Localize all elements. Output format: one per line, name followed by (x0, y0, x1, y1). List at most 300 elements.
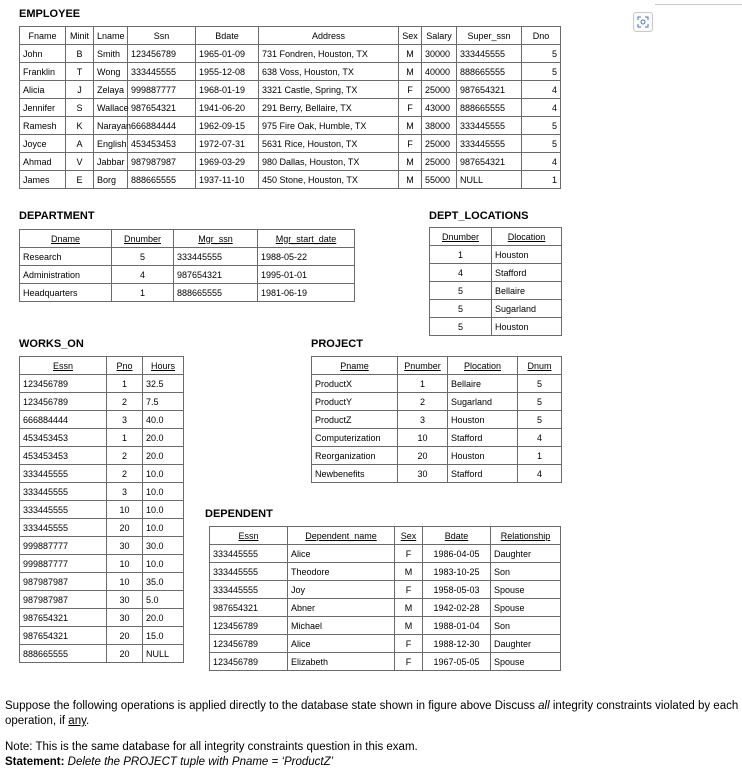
table-cell: M (395, 599, 423, 617)
dependent-title: DEPENDENT (205, 508, 273, 520)
table-cell: 2 (107, 393, 143, 411)
table-cell: Houston (448, 411, 518, 429)
table-cell: F (399, 99, 422, 117)
column-header (66, 27, 94, 45)
table-cell: 20 (398, 447, 448, 465)
table-cell: 987654321 (457, 81, 522, 99)
table-cell: 888665555 (174, 284, 258, 302)
table-cell: Son (491, 617, 561, 635)
note-text: Note: This is the same database for all integrity constraints question in this exam. (5, 741, 418, 753)
column-header (288, 527, 395, 545)
column-header (422, 27, 457, 45)
table-cell: Stafford (448, 465, 518, 483)
table-cell: NULL (143, 645, 184, 663)
table-cell: 1981-06-19 (258, 284, 355, 302)
table-cell: 888665555 (128, 171, 196, 189)
column-header (174, 230, 258, 248)
table-row (210, 581, 561, 599)
table-cell: 999887777 (20, 537, 107, 555)
column-header-label: Plocation (463, 360, 502, 371)
table-row (210, 599, 561, 617)
column-header (492, 228, 562, 246)
table-cell: 5 (430, 282, 492, 300)
table-cell: 888665555 (20, 645, 107, 663)
table-cell: 980 Dallas, Houston, TX (259, 153, 399, 171)
table-cell: 987654321 (128, 99, 196, 117)
column-header (112, 230, 174, 248)
table-cell: 15.0 (143, 627, 184, 645)
table-cell: 1988-12-30 (423, 635, 491, 653)
table-cell: 1967-05-05 (423, 653, 491, 671)
table-cell: 25000 (422, 153, 457, 171)
table-cell: 987654321 (20, 609, 107, 627)
capture-glyph-icon (637, 16, 649, 28)
column-header-label: Address (311, 30, 346, 41)
column-header (448, 357, 518, 375)
table-cell: 30 (107, 537, 143, 555)
table-row (20, 483, 184, 501)
dependent-table (209, 526, 561, 671)
statement-text: Delete the PROJECT tuple with Pname = ‘ProductZ’ (64, 756, 334, 768)
table-cell: M (399, 63, 422, 81)
column-header (399, 27, 422, 45)
table-cell: 5 (112, 248, 174, 266)
table-cell: 10.0 (143, 501, 184, 519)
table-cell: 4 (522, 153, 561, 171)
statement-line (5, 755, 333, 770)
table-cell: Houston (492, 246, 562, 264)
table-cell: 731 Fondren, Houston, TX (259, 45, 399, 63)
table-cell: T (66, 63, 94, 81)
table-cell: A (66, 135, 94, 153)
column-header-label: Lname (97, 30, 125, 41)
table-cell: 1988-01-04 (423, 617, 491, 635)
table-row (210, 563, 561, 581)
table-cell: 888665555 (457, 99, 522, 117)
table-cell: M (399, 45, 422, 63)
table-cell: 3 (107, 411, 143, 429)
table-cell: 20.0 (143, 609, 184, 627)
table-cell: Headquarters (20, 284, 112, 302)
table-cell: Sugarland (448, 393, 518, 411)
table-cell: 1968-01-19 (196, 81, 259, 99)
table-cell: Alice (288, 545, 395, 563)
column-header-label: Essn (238, 530, 259, 541)
table-row (312, 447, 562, 465)
table-cell: F (395, 545, 423, 563)
table-cell: 20.0 (143, 429, 184, 447)
question-part-2: integrity constraints violated by each operation, if (5, 700, 739, 727)
dept-locations-table (429, 227, 562, 336)
dept-locations-header-row (430, 228, 562, 246)
table-cell: 20.0 (143, 447, 184, 465)
table-row (20, 519, 184, 537)
table-cell: K (66, 117, 94, 135)
table-cell: S (66, 99, 94, 117)
column-header-label: Fname (28, 30, 57, 41)
table-cell: 987987987 (20, 591, 107, 609)
table-cell: 25000 (422, 81, 457, 99)
table-cell: Son (491, 563, 561, 581)
table-cell: Wallace (94, 99, 128, 117)
table-cell: 291 Berry, Bellaire, TX (259, 99, 399, 117)
table-cell: Joy (288, 581, 395, 599)
table-row (430, 318, 562, 336)
column-header (398, 357, 448, 375)
table-cell: Ramesh (20, 117, 66, 135)
table-cell: B (66, 45, 94, 63)
column-header (258, 230, 355, 248)
table-cell: M (399, 153, 422, 171)
table-cell: 10.0 (143, 483, 184, 501)
column-header-label: Salary (426, 30, 452, 41)
column-header (430, 228, 492, 246)
table-cell: M (395, 617, 423, 635)
table-row (312, 465, 562, 483)
table-row (20, 248, 355, 266)
table-row (20, 591, 184, 609)
table-cell: 1 (398, 375, 448, 393)
table-row (20, 627, 184, 645)
table-cell: 38000 (422, 117, 457, 135)
table-cell: 5 (522, 135, 561, 153)
table-cell: M (399, 117, 422, 135)
table-cell: English (94, 135, 128, 153)
table-cell: 999887777 (128, 81, 196, 99)
column-header (423, 527, 491, 545)
table-cell: Stafford (492, 264, 562, 282)
table-cell: F (395, 581, 423, 599)
table-cell: 25000 (422, 135, 457, 153)
table-cell: 638 Voss, Houston, TX (259, 63, 399, 81)
table-row (20, 555, 184, 573)
table-cell: 10 (107, 573, 143, 591)
table-cell: 10.0 (143, 465, 184, 483)
table-cell: E (66, 171, 94, 189)
table-cell: 123456789 (20, 393, 107, 411)
table-cell: 1972-07-31 (196, 135, 259, 153)
column-header-label: Relationship (500, 530, 551, 541)
table-cell: 453453453 (20, 429, 107, 447)
table-cell: Borg (94, 171, 128, 189)
employee-header-row (20, 27, 561, 45)
table-cell: Daughter (491, 635, 561, 653)
table-cell: 1 (107, 375, 143, 393)
table-cell: 333445555 (20, 519, 107, 537)
table-row (20, 375, 184, 393)
table-row (20, 411, 184, 429)
table-row (20, 537, 184, 555)
table-cell: NULL (457, 171, 522, 189)
table-cell: 1969-03-29 (196, 153, 259, 171)
table-cell: 10 (107, 501, 143, 519)
table-cell: 333445555 (210, 545, 288, 563)
table-cell: 7.5 (143, 393, 184, 411)
table-cell: 453453453 (128, 135, 196, 153)
table-cell: 30 (398, 465, 448, 483)
employee-table (19, 26, 561, 189)
column-header (94, 27, 128, 45)
table-row (210, 617, 561, 635)
table-cell: 4 (518, 465, 562, 483)
table-cell: Jabbar (94, 153, 128, 171)
column-header-label: Hours (150, 360, 175, 371)
table-row (20, 609, 184, 627)
table-cell: 10 (398, 429, 448, 447)
table-cell: Elizabeth (288, 653, 395, 671)
table-row (20, 393, 184, 411)
column-header (143, 357, 184, 375)
table-cell: Sugarland (492, 300, 562, 318)
table-cell: 5 (430, 300, 492, 318)
table-row (20, 645, 184, 663)
table-cell: 333445555 (457, 45, 522, 63)
table-row (20, 501, 184, 519)
table-row (312, 393, 562, 411)
table-cell: F (395, 635, 423, 653)
table-cell: 333445555 (457, 135, 522, 153)
table-cell: Franklin (20, 63, 66, 81)
table-cell: 333445555 (457, 117, 522, 135)
table-cell: 123456789 (128, 45, 196, 63)
table-cell: 3321 Castle, Spring, TX (259, 81, 399, 99)
table-cell: 2 (398, 393, 448, 411)
table-cell: Houston (448, 447, 518, 465)
window-edge (655, 0, 742, 5)
question-part-1: Suppose the following operations is applied directly to the database state shown in figure above Discuss (5, 700, 539, 712)
column-header (457, 27, 522, 45)
column-header-label: Dlocation (507, 231, 546, 242)
screenshot-capture-icon[interactable] (633, 12, 653, 32)
table-cell: ProductZ (312, 411, 398, 429)
column-header-label: Essn (52, 360, 73, 371)
table-cell: 1941-06-20 (196, 99, 259, 117)
table-cell: Michael (288, 617, 395, 635)
column-header (20, 357, 107, 375)
table-cell: 1983-10-25 (423, 563, 491, 581)
table-row (312, 411, 562, 429)
column-header-label: Ssn (153, 30, 170, 41)
table-cell: Bellaire (492, 282, 562, 300)
table-cell: John (20, 45, 66, 63)
column-header-label: Dnumber (441, 231, 479, 242)
table-row (20, 429, 184, 447)
table-cell: 20 (107, 627, 143, 645)
column-header (491, 527, 561, 545)
table-cell: F (395, 653, 423, 671)
table-row (20, 284, 355, 302)
table-cell: 987654321 (20, 627, 107, 645)
table-cell: 987654321 (174, 266, 258, 284)
column-header (20, 230, 112, 248)
table-row (20, 45, 561, 63)
table-cell: Administration (20, 266, 112, 284)
table-cell: Smith (94, 45, 128, 63)
column-header-label: Dependent_name (305, 530, 377, 541)
table-cell: Reorganization (312, 447, 398, 465)
column-header (128, 27, 196, 45)
department-header-row (20, 230, 355, 248)
table-cell: 1 (522, 171, 561, 189)
table-cell: 123456789 (210, 653, 288, 671)
table-cell: 1942-02-28 (423, 599, 491, 617)
table-cell: 2 (107, 465, 143, 483)
table-cell: 4 (112, 266, 174, 284)
column-header (522, 27, 561, 45)
dependent-header-row (210, 527, 561, 545)
table-cell: V (66, 153, 94, 171)
works-on-header-row (20, 357, 184, 375)
table-cell: 987654321 (457, 153, 522, 171)
table-cell: 20 (107, 645, 143, 663)
table-cell: 4 (518, 429, 562, 447)
table-cell: 1 (518, 447, 562, 465)
table-row (20, 153, 561, 171)
table-cell: 5 (522, 63, 561, 81)
table-cell: 5 (522, 45, 561, 63)
department-title: DEPARTMENT (19, 210, 95, 222)
table-cell: 987987987 (128, 153, 196, 171)
table-cell: 4 (430, 264, 492, 282)
table-cell: 666884444 (20, 411, 107, 429)
column-header-label: Dnumber (123, 233, 161, 244)
table-cell: Newbenefits (312, 465, 398, 483)
table-row (210, 545, 561, 563)
table-cell: 5 (522, 117, 561, 135)
table-row (20, 81, 561, 99)
table-cell: 333445555 (174, 248, 258, 266)
column-header-label: Sex (402, 30, 418, 41)
table-cell: 333445555 (20, 501, 107, 519)
table-row (210, 653, 561, 671)
column-header-label: Dname (50, 233, 80, 244)
table-cell: Narayan (94, 117, 128, 135)
table-cell: 453453453 (20, 447, 107, 465)
table-cell: Alicia (20, 81, 66, 99)
table-row (20, 447, 184, 465)
table-row (20, 117, 561, 135)
column-header (196, 27, 259, 45)
column-header (20, 27, 66, 45)
column-header-label: Minit (69, 30, 89, 41)
column-header-label: Mgr_ssn (198, 233, 233, 244)
table-cell: 10.0 (143, 519, 184, 537)
table-cell: 55000 (422, 171, 457, 189)
table-cell: 1958-05-03 (423, 581, 491, 599)
table-cell: Ahmad (20, 153, 66, 171)
table-cell: 1 (430, 246, 492, 264)
table-cell: 5 (518, 393, 562, 411)
table-row (20, 171, 561, 189)
table-cell: Computerization (312, 429, 398, 447)
column-header-label: Super_ssn (467, 30, 511, 41)
table-cell: 333445555 (210, 581, 288, 599)
column-header (259, 27, 399, 45)
table-cell: 10 (107, 555, 143, 573)
table-cell: 450 Stone, Houston, TX (259, 171, 399, 189)
column-header-label: Pnumber (404, 360, 441, 371)
table-row (430, 300, 562, 318)
table-cell: 30000 (422, 45, 457, 63)
table-cell: M (399, 171, 422, 189)
column-header-label: Dno (532, 30, 550, 41)
table-row (210, 635, 561, 653)
table-cell: 43000 (422, 99, 457, 117)
table-cell: J (66, 81, 94, 99)
table-cell: 5631 Rice, Houston, TX (259, 135, 399, 153)
table-cell: 1988-05-22 (258, 248, 355, 266)
table-cell: 888665555 (457, 63, 522, 81)
column-header-label: Mgr_start_date (275, 233, 337, 244)
table-cell: ProductX (312, 375, 398, 393)
table-cell: 5 (430, 318, 492, 336)
column-header-label: Dnum (527, 360, 552, 371)
table-cell: 333445555 (210, 563, 288, 581)
column-header (107, 357, 143, 375)
table-cell: Joyce (20, 135, 66, 153)
question-part-3: . (86, 715, 90, 727)
column-header-label: Sex (400, 530, 417, 541)
table-cell: Research (20, 248, 112, 266)
table-row (20, 63, 561, 81)
table-cell: Theodore (288, 563, 395, 581)
table-cell: M (395, 563, 423, 581)
table-row (312, 375, 562, 393)
table-cell: 20 (107, 519, 143, 537)
table-cell: 35.0 (143, 573, 184, 591)
table-cell: Wong (94, 63, 128, 81)
table-cell: 999887777 (20, 555, 107, 573)
column-header (210, 527, 288, 545)
table-cell: Spouse (491, 581, 561, 599)
project-table (311, 356, 562, 483)
table-row (430, 246, 562, 264)
dept-locations-title: DEPT_LOCATIONS (429, 210, 529, 222)
table-cell: 1 (107, 429, 143, 447)
table-row (20, 465, 184, 483)
table-cell: 987654321 (210, 599, 288, 617)
table-cell: 666884444 (128, 117, 196, 135)
table-row (20, 573, 184, 591)
table-cell: 123456789 (20, 375, 107, 393)
table-cell: 123456789 (210, 617, 288, 635)
table-cell: F (399, 81, 422, 99)
column-header-label: Pno (116, 360, 133, 371)
table-cell: Alice (288, 635, 395, 653)
table-cell: 5 (518, 375, 562, 393)
table-cell: 3 (398, 411, 448, 429)
table-cell: 4 (522, 99, 561, 117)
project-title: PROJECT (311, 338, 363, 350)
table-cell: 30 (107, 609, 143, 627)
table-row (430, 282, 562, 300)
question-emphasis-any: any (68, 715, 86, 727)
table-cell: 987987987 (20, 573, 107, 591)
table-row (20, 135, 561, 153)
table-cell: 5 (518, 411, 562, 429)
table-cell: Abner (288, 599, 395, 617)
table-cell: Stafford (448, 429, 518, 447)
project-header-row (312, 357, 562, 375)
table-cell: 5.0 (143, 591, 184, 609)
works-on-title: WORKS_ON (19, 338, 84, 350)
column-header (518, 357, 562, 375)
table-cell: F (399, 135, 422, 153)
table-row (20, 99, 561, 117)
employee-title: EMPLOYEE (19, 8, 81, 20)
table-cell: 1965-01-09 (196, 45, 259, 63)
table-cell: 3 (107, 483, 143, 501)
